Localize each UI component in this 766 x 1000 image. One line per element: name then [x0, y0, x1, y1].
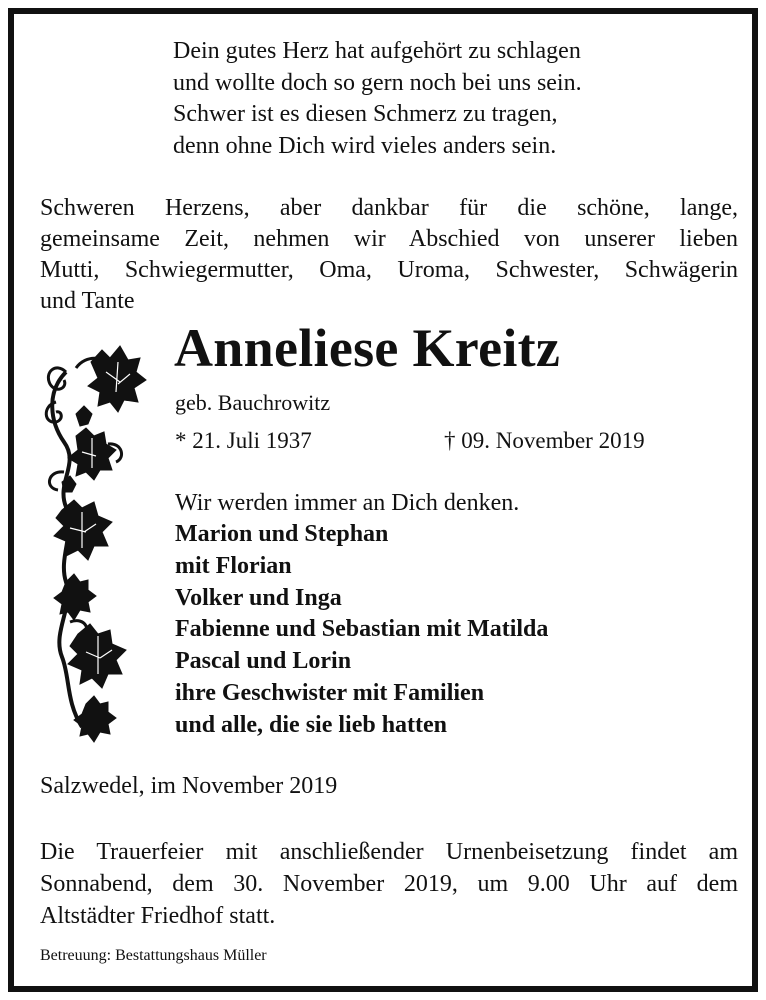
- intro-line: gemeinsame Zeit, nehmen wir Abschied von unserer lieben: [40, 226, 738, 252]
- mourner-entry: Volker und Inga: [175, 584, 342, 611]
- mourner-entry: Marion und Stephan: [175, 521, 389, 547]
- funeral-line: Die Trauerfeier mit anschließender Urnenbeisetzung findet am: [40, 839, 738, 865]
- mourner-entry: Pascal und Lorin: [175, 648, 352, 675]
- birth-date: * 21. Juli 1937: [175, 428, 312, 453]
- intro-text: [40, 193, 738, 317]
- mourners-list: [175, 519, 548, 742]
- birth-name: geb. Bauchrowitz: [175, 390, 331, 415]
- poem-line: denn ohne Dich wird vieles anders sein.: [173, 132, 557, 159]
- poem-line: und wollte doch so gern noch bei uns sein.: [173, 69, 582, 96]
- undertaker-credit: Betreuung: Bestattungshaus Müller: [40, 947, 267, 964]
- intro-line: Mutti, Schwiegermutter, Oma, Uroma, Schwester, Schwägerin: [40, 257, 738, 283]
- obituary-notice: [8, 8, 758, 992]
- mourner-entry: Fabienne und Sebastian mit Matilda: [175, 616, 549, 643]
- intro-line: und Tante: [40, 288, 135, 314]
- funeral-line: Altstädter Friedhof statt.: [40, 903, 276, 929]
- death-date: † 09. November 2019: [444, 428, 645, 453]
- funeral-info: [40, 836, 738, 932]
- mourner-entry: und alle, die sie lieb hatten: [175, 711, 448, 738]
- poem-line: Dein gutes Herz hat aufgehört zu schlagen: [173, 38, 581, 64]
- remembrance-line: Wir werden immer an Dich denken.: [175, 490, 520, 516]
- poem: [173, 36, 693, 162]
- place-date: Salzwedel, im November 2019: [40, 773, 338, 799]
- deceased-name: Anneliese Kreitz: [174, 318, 561, 378]
- intro-line: Schweren Herzens, aber dankbar für die schöne, lange,: [40, 195, 738, 221]
- poem-line: Schwer ist es diesen Schmerz zu tragen,: [173, 101, 558, 127]
- mourner-entry: mit Florian: [175, 552, 292, 579]
- mourner-entry: ihre Geschwister mit Familien: [175, 679, 485, 706]
- funeral-line: Sonnabend, dem 30. November 2019, um 9.00 Uhr auf dem: [40, 871, 738, 897]
- grapevine-icon: [36, 332, 148, 752]
